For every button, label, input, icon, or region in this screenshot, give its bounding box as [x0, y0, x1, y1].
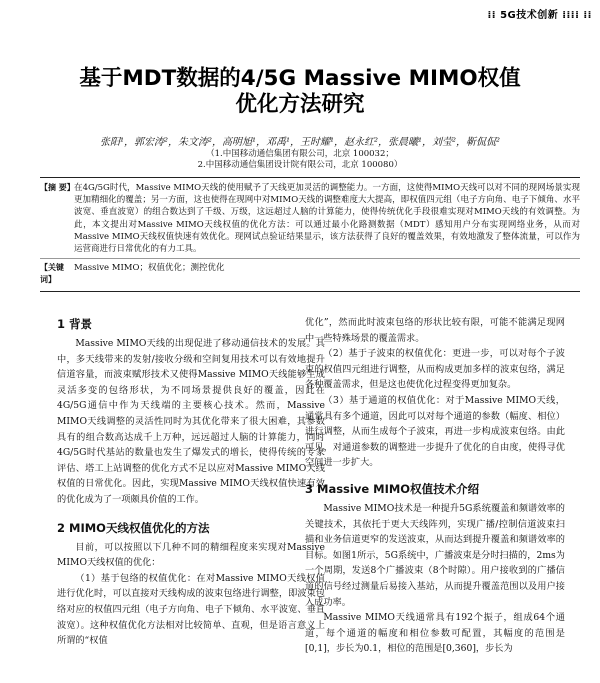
section-3-paragraph-1: Massive MIMO技术是一种提升5G系统覆盖和频谱效率的关键技术，其依托于更大天线阵列，实现广播/控制信道波束扫描和业务信道更窄的发送波束，从而达到提升覆盖和频谱效率的目标。如图1所示，5G系统中，广播波束是分时扫描的，2ms为一个周期，发送8个广播波束（8个时隙）。用户接收到的广播信道的信号经过测量后易接入基站，从而提升覆盖范围以及用户接入成功率。: [305, 502, 565, 608]
section-2-paragraph-2: （1）基于包络的权值优化：在对Massive MIMO天线权值进行优化时，可以直接对天线构成的波束包络进行调整，即波束包络对应的权值四元组（电子方向角、电子下倾角、水平波宽、垂直波宽）。这种权值优化方法相对比较简单、直观，但是语言意义上所谓的“权值: [57, 572, 325, 647]
section-2-heading: 2 MIMO天线权值优化的方法: [57, 520, 210, 535]
title-line-2: 优化方法研究: [235, 92, 365, 117]
keywords-row: [40, 258, 580, 286]
affiliation-1: （1.中国移动通信集团有限公司，北京 100032；: [206, 149, 394, 159]
author-list: 张阳¹，郭宏涛²，朱文涛²，高明旭¹，邓禹¹，王时耀¹，赵永红²，张晨曦¹，刘莹²，靳侃侃²: [99, 137, 501, 148]
abstract-row: [40, 182, 580, 255]
section-2-paragraph-1: 目前，可以按照以下几种不同的精细程度来实现对Massive MIMO天线权值的优化：: [57, 541, 325, 569]
abstract-box: [40, 177, 580, 292]
affiliation-2: 2.中国移动通信集团设计院有限公司，北京 100080）: [197, 160, 403, 170]
right-paragraph-2: （2）基于子波束的权值优化：更进一步，可以对每个子波束的权值四元组进行调整，从而构成更加多样的波束包络，满足各种覆盖需求，但是这也使优化过程变得更加复杂。: [305, 348, 565, 391]
section-3-heading: 3 Massive MIMO权值技术介绍: [305, 481, 480, 496]
title-line-1: 基于MDT数据的4/5G Massive MIMO权值: [79, 66, 521, 91]
section-3-paragraph-2: Massive MIMO天线通常具有192个振子，组成64个通道，每个通道的幅度和相位参数可配置，其幅度的范围是[0,1]，步长为0.1，相位的范围是[0,360]，步长为: [305, 612, 565, 655]
right-paragraph-1: 优化”，然而此时波束包络的形状比较有限，可能不能满足现网中一些特殊场景的覆盖需求。: [305, 317, 565, 344]
right-paragraph-3: （3）基于通道的权值优化：对于Massive MIMO天线，通常具有多个通道，因此可以对每个通道的参数（幅度、相位）进行调整，从而生成每个子波束，再进一步构成波束包络。由此可见，对通道参数的调整进一步提升了优化的自由度，使得寻优空间进一步扩大。: [305, 394, 565, 469]
keywords-text: Massive MIMO；权值优化；测控优化: [74, 263, 225, 274]
paper-title: [0, 66, 600, 118]
section-1-heading: 1 背景: [57, 317, 93, 331]
journal-header: ⁞⁞ 5G技术创新 ⁞⁞⁞⁞ ⁞⁞: [487, 10, 592, 21]
keywords-tag: 【关键词】: [40, 263, 64, 285]
abstract-text: 在4G/5G时代，Massive MIMO天线的使用赋予了天线更加灵活的调整能力。一方面，这使得MIMO天线可以对不同的现网场景实现更加精细化的覆盖；另一方面，这也使得在现网中对MIMO天线的调整难度大大提高，即权值四元组（电子方向角、电子下倾角、水平波宽、垂直波宽）的组合数达到了千级、万级，这远超过人脑的计算能力，使得传统优化手段很难实现对MIMO天线的有效调整。为此，本文提出对Massive MIMO天线权值的优化方法：可以通过最小化路测数据（MDT）感知用户分布实现网络业务，从而对Massive MIMO天线权值快速有效优化。现网试点验证结果显示，该方法获得了良好的覆盖效果，有效地激发了整体流量，可以作为运营商进行日常优化的有力工具。: [74, 183, 580, 255]
abstract-tag: 【摘 要】: [40, 183, 75, 192]
section-1-paragraph: Massive MIMO天线的出现促进了移动通信技术的发展。其中，多天线带来的发射/接收分级和空间复用技术可以有效地提升信道容量，而波束赋形技术又使得Massive MIMO天线能够生成灵活多变的包络形状，为不同场景提供良好的覆盖，因此在4G/5G通信中作为天线端的主要核心技术。然而，Massive MIMO天线调整的灵活性同时为其优化带来了很大困难，其参数具有的组合数高达成千上万种，远远超过人脑的计算能力，同时4G/5G时代基站的数量也发生了爆发式的增长，使得传统的专家评估、塔工上站调整的优化方式不足以应对Massive MIMO天线权值的日常优化。因此，实现Massive MIMO天线权值快速有效的优化成为了一项颇具价值的工作。: [57, 338, 325, 505]
left-column: [57, 315, 325, 649]
right-column: [305, 315, 565, 657]
